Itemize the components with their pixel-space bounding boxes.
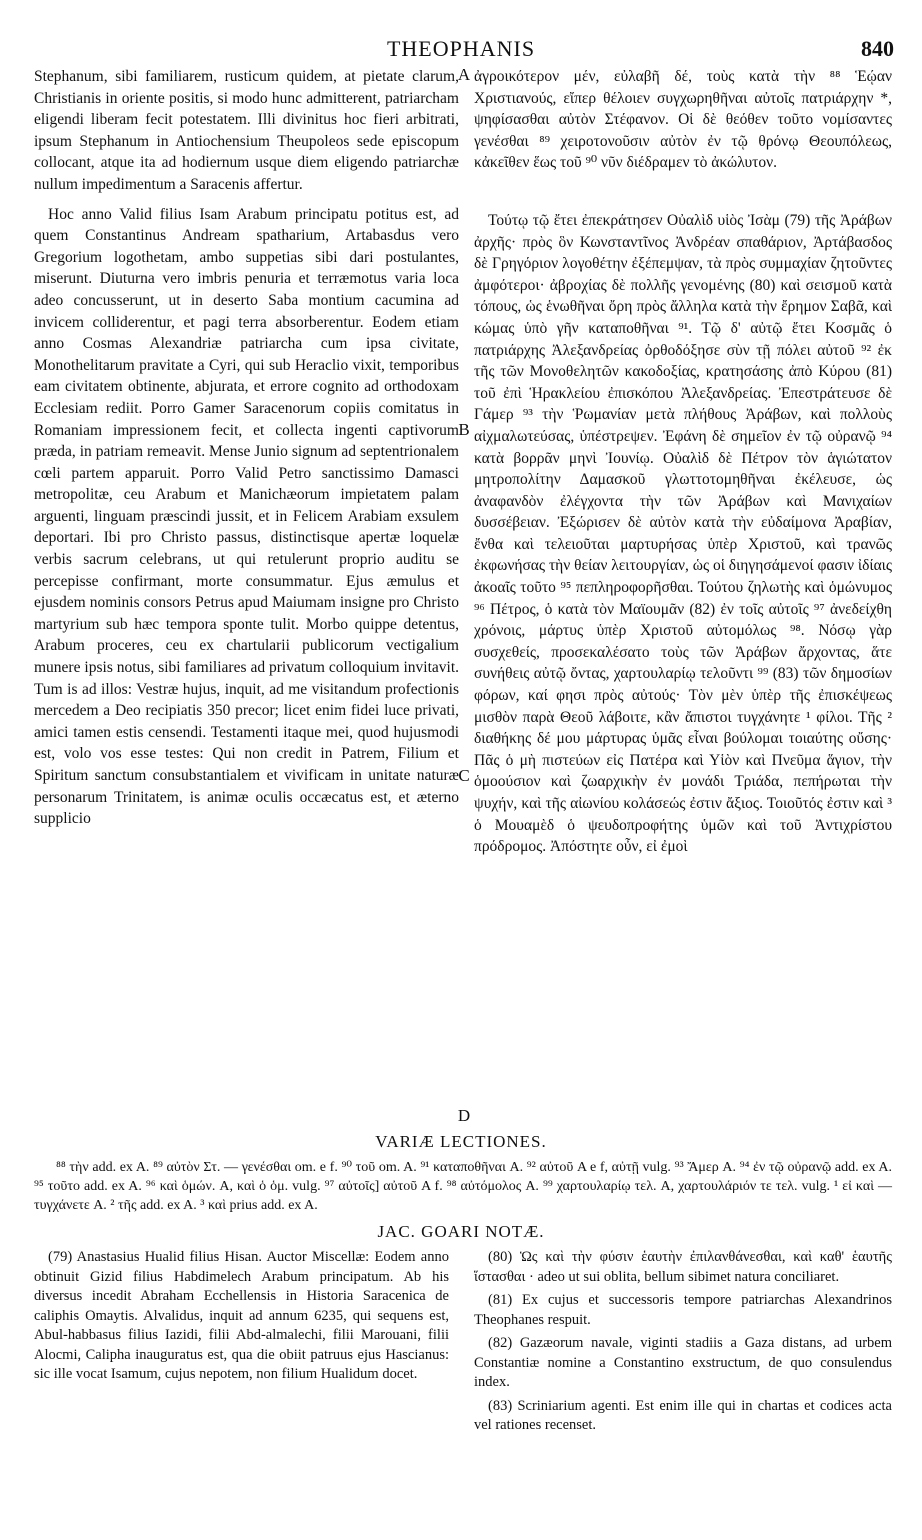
- margin-letter-a: A: [457, 65, 471, 84]
- note: (80) Ὡς καὶ τὴν φύσιν ἑαυτὴν ἐπιλανθάνεσθαι, καὶ καθ' ἑαυτῆς ἵστασθαι · adeo ut sui oblita, bellum sibimet natura conciliaret.: [474, 1249, 892, 1285]
- running-head: [0, 36, 922, 66]
- margin-letter-c: C: [458, 766, 470, 785]
- running-title: THEOPHANIS: [386, 36, 536, 61]
- latin-column: [34, 66, 459, 1128]
- notes-left-column: [34, 1248, 449, 1389]
- margin-letter-b: B: [458, 420, 470, 439]
- note: (82) Gazæorum navale, viginti stadiis a Gaza distans, ad urbem Constantiæ nomine a Constantino exstructum, de quo consulendus index.: [474, 1335, 892, 1390]
- notes-right-column: [474, 1248, 892, 1440]
- latin-paragraph: Stephanum, sibi familiarem, rusticum quidem, at pietate clarum, Christianis in oriente positis, si modo hunc admitterent, patriarcham eligendi liberam fecit potestatem. Illi divinitus hoc fieri arbitrati, ipsum Stephanum in Antiochensium Theupoleos sede episcopum collocant, atque ita ad hodiernum usque diem eligendo patriarchæ nullum impedimentum a Saracenis affertur.: [34, 68, 459, 193]
- note: (83) Scriniarium agenti. Est enim ille qui in chartas et codices acta vel rationes recenset.: [474, 1397, 892, 1433]
- margin-letter-d: D: [457, 1106, 471, 1125]
- main-text: [34, 66, 892, 1128]
- notes: [34, 1248, 892, 1498]
- notes-heading: JAC. GOARI NOTÆ.: [377, 1222, 545, 1241]
- greek-column: [474, 66, 892, 1128]
- note: (81) Ex cujus et successoris tempore patriarchas Alexandrinos Theophanes respuit.: [474, 1292, 892, 1328]
- greek-paragraph: ἀγροικότερον μέν, εὐλαβῆ δέ, τοὺς κατὰ τὴν ⁸⁸ Ἑῴαν Χριστιανούς, εἴπερ θέλοιεν συγχωρηθῆναι αὐτοῖς πατριάρχην *, ψηφίσασθαι αὐτὸν Στέφανον. Οἱ δὲ θεόθεν τοῦτο νομίσαντες γενέσθαι ⁸⁹ χειροτονοῦσιν αὐτὸν ἐν τῷ θρόνῳ Θεουπόλεως, κἀκεῖθεν ἕως τοῦ ⁹⁰ νῦν διέδραμεν τὸ ἀκώλυτον.: [474, 68, 892, 172]
- variae-heading: VARIÆ LECTIONES.: [375, 1132, 547, 1151]
- greek-paragraph: Τούτῳ τῷ ἔτει ἐπεκράτησεν Οὐαλὶδ υἱὸς Ἰσὰμ (79) τῆς Ἀράβων ἀρχῆς· πρὸς ὃν Κωνσταντῖνος Ἀνδρέαν σπαθάριον, Ἀρτάβασδος δὲ Γρηγόριον λογοθέτην ἐξέπεμψαν, τὰ πρὸς συμμαχίαν ζητοῦντες ἀμφότεροι· ἀβροχίας δὲ πολλῆς γενομένης (80) καὶ σεισμοῦ κατὰ τόπους, ὡς ἑνωθῆναι ὄρη πρὸς ἄλληλα κατὰ τὴν ἔρημον Σαβᾶ, καὶ κώμας ὑπὸ γῆν καταποθῆναι ⁹¹. Τῷ δ' αὐτῷ ἔτει Κοσμᾶς ὁ πατριάρχης Ἀλεξανδρείας ὀρθοδόξησε σὺν τῇ πόλει αὐτοῦ ⁹² ἐκ τῆς τῶν Μονοθελητῶν κακοδοξίας, κρατησάσης ἀπὸ Κύρου (81) τοῦ ἐπὶ Ἡρακλείου ἐπισκόπου Ἀλεξανδρείας. Ἐπεστράτευσε δὲ Γάμερ ⁹³ τὴν Ῥωμανίαν μετὰ πλήθους Ἀράβων, καὶ πολλοὺς αἰχμαλωτεύσας, ὑπέστρεψεν. Ἐφάνη δὲ σημεῖον ἐν τῷ οὐρανῷ ⁹⁴ κατὰ βορρᾶν μηνὶ Ἰουνίῳ. Οὐαλὶδ δὲ Πέτρον τὸν ἁγιώτατον μητροπολίτην Δαμασκοῦ γλωττοτομηθῆναι ἐκέλευσε, ὡς ἀναφανδὸν ἐλέγχοντα τὴν τῶν Ἀράβων καὶ Μανιχαίων δυσσέβειαν. Ἐξώρισεν δὲ αὐτὸν κατὰ τὴν εὐδαίμονα Ἀραβίαν, ἔνθα καὶ τελειοῦται μαρτυρήσας ὑπὲρ Χριστοῦ, καὶ τρανῶς ἐκφωνήσας τὴν θείαν λειτουργίαν, ὡς οἱ διηγησάμενοί φασιν ἰδίαις ἀκοαῖς τοῦτο ⁹⁵ πεπληροφορῆσθαι. Τούτου ζηλωτὴς καὶ ὁμώνυμος ⁹⁶ Πέτρος, ὁ κατὰ τὸν Μαϊουμᾶν (82) ἐν τοῖς αὐτοῖς ⁹⁷ ἀνεδείχθη χρόνοις, μάρτυς ὑπὲρ Χριστοῦ αὐτομόλως ⁹⁸. Νόσῳ γὰρ συσχεθείς, προσεκαλέσατο τοὺς τῶν Ἀράβων ἄρχοντας, ἅτε συνήθεις αὐτῷ ὄντας, χαρτουλαρίῳ τελοῦντι ⁹⁹ (83) τῶν δημοσίων φόρων, καί φησι πρὸς αὐτούς· Τὸν μὲν ὑπὲρ τῆς ἐπισκέψεως μισθὸν παρὰ Θεοῦ λάβοιτε, κἂν ἄπιστοι τυγχάνητε ¹ φίλοι. Τῆς ² διαθήκης δέ μου μάρτυρας ὑμᾶς εἶναι βούλομαι τοιαύτης οὔσης· Πᾶς ὁ μὴ πιστεύων εἰς Πατέρα καὶ Υἱὸν καὶ Πνεῦμα ἅγιον, τὴν ὁμοούσιον καὶ ζωαρχικὴν ἐν μονάδι Τριάδα, πεπήρωται τὴν ψυχήν, καὶ τῆς αἰωνίου κολάσεώς ἐστιν ἄξιος. Τοιοῦτός ἐστιν καὶ ³ ὁ Μουαμὲδ ὁ ψευδοπροφήτης ὑμῶν καὶ τοῦ Ἀντιχρίστου πρόδρομος. Ἀπόστητε οὖν, εἰ ἐμοὶ: [474, 211, 892, 856]
- margin-letters: [454, 66, 474, 1128]
- note: (79) Anastasius Hualid filius Hisan. Auctor Miscellæ: Eodem anno obtinuit Gizid filius Habdimelech Arabum principatum. Ab his diversus incedit Abraham Ecchellensis in Historia Saracenica de caliphis Omaytis. Alvalidus, inquit ad annum 6235, qui sequens est, Abul-habbasus filius Iazidi, filii Abd-almalechi, filii Marouani, filii Alocmi, Calipha inauguratus est, qua die obiit patruus ejus Hascianus: sic ille vocat Isamum, cujus nepotem, non filium Hualidum docet.: [34, 1249, 449, 1382]
- latin-paragraph: Hoc anno Valid filius Isam Arabum principatu potitus est, ad quem Constantinus Andream spatharium, Artabasdus vero Gregorium logothetam, ambo suppetias sibi dari postulantes, miserunt. Diuturna vero imbris penuria et terræmotus varia loca adeo concusserunt, ut in deserto Saba montium cacumina ad invicem colliderentur, et pagi terra absorberentur. Eodem etiam anno Cosmas Alexandriæ patriarcha cum ipsa civitate, Monothelitarum pravitate a Cyri, qui sub Heraclio vixit, temporibus eam civitatem obtinente, abjurata, et errore cognito ad orthodoxam Ecclesiam rediit. Porro Gamer Saracenorum copiis comitatus in Romaniam impressionem fecit, et collecta ingenti captivorum præda, in patriam remeavit. Mense Junio signum ad septentrionalem cœli partem apparuit. Porro Valid Petro sanctissimo Damasci metropolitæ, ceu Arabum et Manichæorum impietatem palam arguenti, linguam præscindi jussit, et in Felicem Arabiam exsulem deportari. Ibi pro Christo passus, distinctisque apertæ loquelæ verbis sacrum celebrans, ut qui retulerunt proprio auditu se percepisse confirmant, morte consummatur. Ejus æmulus et ejusdem nominis consors Petrus apud Maiumam insigne pro Christo martyrium sub hæc tempora sponte tulit. Morbo quippe detentus, Arabum proceres, ceu ex chartularii publicorum vectigalium munere ipsis notus, sibi familiares ad privatum colloquium invitavit. Tum is ad illos: Vestræ hujus, inquit, ad me visitandum profectionis mercedem a Deo recipiatis 350 precor; licet enim fidei luce privati, amici tamen estis censendi. Testamenti itaque mei, quod hujusmodi est, volo vos esse testes: Qui non credit in Patrem, Filium et Spiritum sanctum consubstantialem et vivificam in unitate naturæ personarum Trinitatem, is animæ oculis occæcatus est, et æterno supplicio: [34, 205, 459, 828]
- variae-lectiones: ⁸⁸ τὴν add. ex A. ⁸⁹ αὐτὸν Στ. — γενέσθαι om. e f. ⁹⁰ τοῦ om. A. ⁹¹ καταποθῆναι A. ⁹² αὐτοῦ A e f, αὐτῇ vulg. ⁹³ Ἄμερ A. ⁹⁴ ἐν τῷ οὐρανῷ add. ex A. ⁹⁵ τοῦτο add. ex A. ⁹⁶ καὶ ὁμών. A, καὶ ὁ ὁμ. vulg. ⁹⁷ αὐτοῖς] αὐτοῦ A f. ⁹⁸ αὐτόμολος A. ⁹⁹ χαρτουλαρίῳ τελ. A, χαρτουλάριόν τε τελ. vulg. ¹ εἰ καὶ — τυγχάνετε A. ² τῆς add. ex A. ³ καὶ prius add. ex A.: [34, 1160, 892, 1213]
- page-number: 840: [861, 36, 894, 61]
